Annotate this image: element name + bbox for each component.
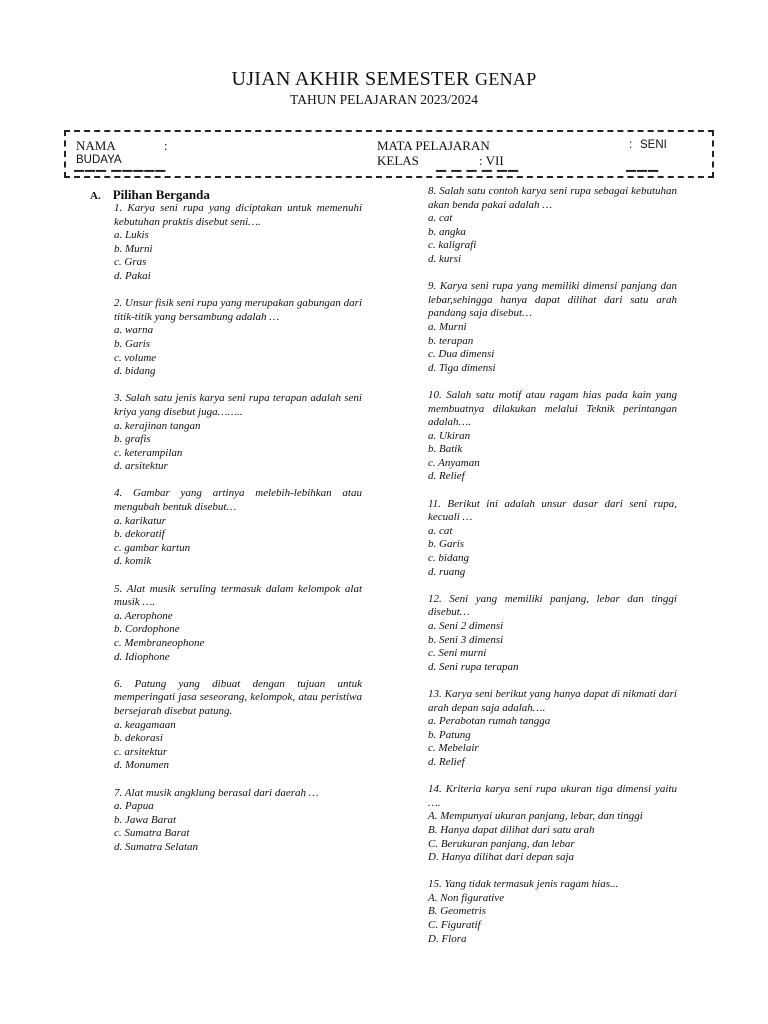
option: c. Membraneophone	[114, 637, 205, 649]
question-1	[114, 202, 362, 284]
question-text: 3. Salah satu jenis karya seni rupa terapan adalah seni kriya yang disebut juga……..	[114, 392, 362, 418]
question-text: 2. Unsur fisik seni rupa yang merupakan gabungan dari titik-titik yang bersambung adalah …	[114, 297, 362, 323]
question-text: 8. Salah satu contoh karya seni rupa sebagai kebutuhan akan benda pakai adalah …	[428, 185, 677, 211]
option: b. grafis	[114, 433, 151, 446]
question-text: 5. Alat musik seruling termasuk dalam kelompok alat musik ….	[114, 582, 362, 609]
option: b. terapan	[428, 334, 474, 347]
question-text: 4. Gambar yang artinya melebih-lebihkan atau mengubah bentuk disebut…	[114, 487, 362, 514]
option: b. Patung	[428, 728, 471, 741]
question-text: 15. Yang tidak termasuk jenis ragam hias...	[428, 878, 619, 891]
option: a. keagamaan	[114, 718, 176, 731]
option: d. Relief	[428, 470, 465, 483]
option: c. Gras	[114, 256, 147, 269]
question-5	[114, 583, 362, 665]
nama-label: NAMA	[76, 138, 116, 153]
option: c. Dua dimensi	[428, 348, 495, 361]
option: b. Cordophone	[114, 623, 180, 636]
option: b. Murni	[114, 242, 153, 255]
option: c. Sumatra Barat	[114, 827, 190, 840]
option: c. gambar kartun	[114, 541, 191, 554]
option: c. Mebelair	[428, 742, 479, 755]
option: d. bidang	[114, 365, 156, 378]
option: b. Garis	[114, 337, 151, 350]
question-4	[114, 487, 362, 569]
question-11	[428, 498, 677, 580]
option: a. Lukis	[114, 229, 149, 242]
option: b. dekorasi	[114, 732, 163, 745]
option: a. cat	[428, 524, 453, 537]
option: d. Seni rupa terapan	[428, 660, 519, 673]
option: c. Anyaman	[428, 456, 480, 469]
question-text: 1. Karya seni rupa yang diciptakan untuk memenuhi kebutuhan praktis disebut seni….	[114, 202, 362, 228]
option: d. Sumatra Selatan	[114, 840, 199, 853]
mapel-value-budaya: BUDAYA	[76, 154, 122, 166]
question-3	[114, 392, 362, 474]
option: C. Figuratif	[428, 919, 481, 932]
option: D. Hanya dilihat dari depan saja	[428, 851, 575, 864]
section-title: Pilihan Berganda	[112, 187, 210, 202]
option: b. Batik	[428, 443, 463, 456]
option: a. kerajinan tangan	[114, 419, 201, 432]
question-text: 13. Karya seni berikut yang hanya dapat di nikmati dari arah depan saja adalah….	[428, 687, 677, 714]
cut-off-text-mid: ▔ ▔ ▔ ▔ ▔▔	[436, 170, 519, 178]
section-letter: A.	[90, 190, 101, 202]
question-15	[428, 878, 677, 946]
option: c. Seni murni	[428, 647, 487, 660]
option: d. Idiophone	[114, 650, 170, 663]
question-6	[114, 678, 362, 773]
question-text: 12. Seni yang memiliki panjang, lebar dan tinggi disebut…	[428, 592, 677, 619]
option: b. Seni 3 dimensi	[428, 633, 504, 646]
question-13	[428, 688, 677, 770]
option: a. karikatur	[114, 514, 166, 527]
question-14	[428, 783, 677, 865]
option: d. komik	[114, 555, 152, 568]
cut-off-text-right: ▔▔▔	[626, 170, 659, 178]
kelas-value: : VII	[479, 153, 504, 168]
cut-off-text-left: ▔▔▔ ▔▔▔▔▔	[74, 170, 167, 178]
question-text: 6. Patung yang dibuat dengan tujuan untuk memperingati jasa seseorang, kelompok, atau peristiwa bersejarah disebut patung.	[114, 677, 362, 717]
question-8	[428, 185, 677, 267]
option: d. ruang	[428, 565, 466, 578]
question-7	[114, 787, 362, 855]
option: A. Mempunyai ukuran panjang, lebar, dan tinggi	[428, 810, 643, 823]
option: a. Aerophone	[114, 609, 173, 622]
nama-colon: :	[164, 138, 168, 153]
option: D. Flora	[428, 932, 467, 945]
option: a. Murni	[428, 320, 467, 333]
option: a. warna	[114, 324, 154, 337]
option: d. Relief	[428, 755, 465, 768]
question-text: 14. Kriteria karya seni rupa ukuran tiga dimensi yaitu ….	[428, 783, 677, 809]
questions-right-column	[428, 185, 677, 946]
option: c. arsitektur	[114, 745, 168, 758]
exam-title-main: UJIAN AKHIR SEMESTER	[231, 68, 470, 90]
kelas-label: KELAS	[377, 153, 419, 168]
exam-subtitle: TAHUN PELAJARAN 2023/2024	[290, 92, 478, 107]
question-text: 9. Karya seni rupa yang memiliki dimensi panjang dan lebar,sehingga hanya dapat dilihat dari satu arah pandang saja disebut…	[428, 280, 677, 320]
option: d. arsitektur	[114, 460, 168, 473]
option: d. Monumen	[114, 759, 169, 772]
mapel-label: MATA PELAJARAN	[377, 138, 490, 153]
question-2	[114, 297, 362, 379]
exam-title	[0, 68, 768, 91]
option: B. Hanya dapat dilihat dari satu arah	[428, 823, 595, 836]
student-identity-box	[64, 130, 714, 178]
option: b. Jawa Barat	[114, 813, 177, 826]
option: a. Ukiran	[428, 429, 471, 442]
mapel-colon: :	[629, 139, 633, 151]
question-text: 11. Berikut ini adalah unsur dasar dari seni rupa, kecuali …	[428, 497, 677, 524]
option: C. Berukuran panjang, dan lebar	[428, 837, 575, 850]
question-9	[428, 280, 677, 375]
option: b. angka	[428, 225, 466, 238]
option: c. bidang	[428, 552, 469, 565]
option: b. Garis	[428, 538, 465, 551]
exam-title-genap: GENAP	[475, 69, 537, 89]
question-text: 10. Salah satu motif atau ragam hias pada kain yang membuatnya dilakukan melalui Teknik perintangan adalah….	[428, 388, 677, 429]
question-10	[428, 389, 677, 484]
question-12	[428, 593, 677, 675]
option: a. cat	[428, 212, 453, 225]
questions-left-column	[114, 185, 362, 855]
question-text: 7. Alat musik angklung berasal dari daerah …	[114, 786, 319, 799]
option: b. dekoratif	[114, 528, 165, 541]
option: d. kursi	[428, 252, 461, 265]
option: c. keterampilan	[114, 446, 183, 459]
option: a. Perabotan rumah tangga	[428, 715, 551, 728]
option: c. volume	[114, 351, 157, 364]
option: B. Geometris	[428, 905, 487, 918]
option: c. kaligrafi	[428, 239, 477, 252]
option: d. Tiga dimensi	[428, 361, 496, 374]
mapel-value-seni: SENI	[640, 139, 667, 151]
option: a. Seni 2 dimensi	[428, 620, 504, 632]
option: a. Papua	[114, 800, 154, 813]
option: d. Pakai	[114, 269, 151, 282]
option: A. Non figurative	[428, 891, 505, 904]
